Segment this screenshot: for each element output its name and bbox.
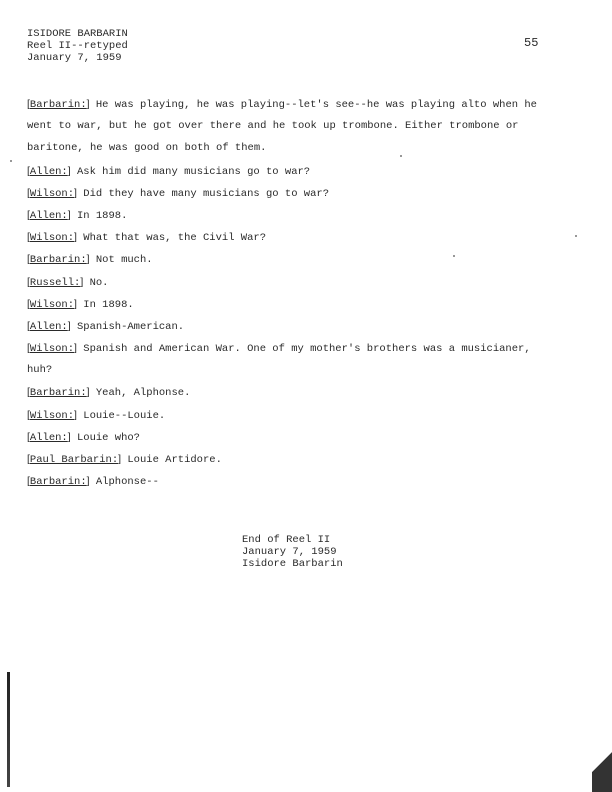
line-text: He was playing, he was playing--let's see--he was playing alto when he bbox=[95, 99, 537, 111]
bracket-open: [ bbox=[27, 408, 30, 421]
transcript-footer bbox=[242, 534, 343, 570]
bracket-open: [ bbox=[27, 231, 30, 244]
bracket-close: ] bbox=[74, 408, 77, 421]
transcript-body bbox=[27, 98, 537, 497]
line-text: Spanish-American. bbox=[76, 320, 185, 333]
transcript-line bbox=[27, 342, 531, 364]
bracket-open: [ bbox=[27, 297, 30, 310]
line-text: Louie who? bbox=[76, 431, 140, 444]
scan-speck bbox=[400, 155, 402, 157]
page-number: 55 bbox=[524, 36, 539, 50]
line-text: Louie Artidore. bbox=[127, 454, 222, 466]
bracket-close: ] bbox=[74, 186, 77, 199]
bracket-open: [ bbox=[27, 430, 30, 443]
transcript-line bbox=[27, 231, 517, 253]
header-date: January 7, 1959 bbox=[27, 52, 122, 64]
speaker-label: Wilson: bbox=[29, 343, 75, 356]
bracket-open: [ bbox=[27, 208, 30, 221]
bracket-close: ] bbox=[80, 275, 84, 288]
bracket-close: ] bbox=[118, 453, 122, 465]
bracket-close: ] bbox=[67, 208, 71, 221]
scan-speck bbox=[10, 160, 12, 162]
footer-date: January 7, 1959 bbox=[242, 546, 337, 558]
bracket-close: ] bbox=[67, 164, 71, 177]
transcript-line bbox=[27, 320, 517, 342]
transcript-line bbox=[27, 298, 517, 320]
transcript-line bbox=[27, 409, 517, 431]
transcript-line bbox=[27, 165, 517, 187]
scan-corner-mark bbox=[592, 745, 612, 792]
bracket-open: [ bbox=[27, 186, 30, 199]
line-text: Did they have many musicians go to war? bbox=[83, 187, 330, 200]
line-text: Louie--Louie. bbox=[83, 409, 166, 422]
transcript-line bbox=[27, 475, 517, 497]
line-text: baritone, he was good on both of them. bbox=[27, 142, 267, 155]
header-name: ISIDORE BARBARIN bbox=[27, 28, 128, 40]
transcript-line bbox=[27, 142, 517, 164]
transcript-line bbox=[27, 276, 517, 298]
speaker-label: Paul Barbarin: bbox=[29, 454, 119, 466]
bracket-open: [ bbox=[27, 275, 30, 288]
transcript-line bbox=[27, 120, 517, 142]
bracket-open: [ bbox=[27, 386, 30, 399]
line-text: Yeah, Alphonse. bbox=[95, 387, 191, 400]
transcript-line bbox=[27, 209, 517, 231]
line-text: In 1898. bbox=[83, 298, 134, 311]
speaker-label: Allen: bbox=[29, 431, 68, 444]
line-text: In 1898. bbox=[76, 209, 128, 222]
scan-speck bbox=[575, 235, 577, 237]
speaker-label: Barbarin: bbox=[29, 254, 87, 267]
footer-end-of-reel: End of Reel II bbox=[242, 534, 331, 546]
bracket-close: ] bbox=[86, 386, 90, 399]
speaker-label: Barbarin: bbox=[29, 476, 87, 489]
line-text: No. bbox=[89, 276, 109, 289]
scan-speck bbox=[453, 255, 455, 257]
bracket-open: [ bbox=[27, 319, 30, 332]
bracket-open: [ bbox=[27, 98, 30, 110]
line-text: Not much. bbox=[95, 254, 153, 267]
bracket-open: [ bbox=[27, 164, 30, 177]
speaker-label: Allen: bbox=[29, 320, 68, 333]
bracket-close: ] bbox=[74, 342, 77, 355]
line-text: went to war, but he got over there and he took up trombone. Either trombone or bbox=[27, 120, 519, 133]
speaker-label: Wilson: bbox=[29, 409, 75, 422]
bracket-close: ] bbox=[86, 98, 90, 110]
transcript-line bbox=[27, 431, 517, 453]
transcript-line bbox=[27, 453, 517, 475]
transcript-header bbox=[27, 28, 128, 64]
speaker-label: Wilson: bbox=[29, 232, 75, 245]
bracket-close: ] bbox=[86, 253, 90, 266]
bracket-close: ] bbox=[74, 231, 77, 244]
speaker-label: Barbarin: bbox=[29, 99, 87, 111]
bracket-open: [ bbox=[27, 342, 30, 355]
speaker-label: Russell: bbox=[29, 276, 81, 289]
transcript-line bbox=[27, 98, 537, 120]
bracket-open: [ bbox=[27, 253, 30, 266]
bracket-close: ] bbox=[74, 297, 77, 310]
speaker-label: Allen: bbox=[29, 165, 68, 178]
line-text: huh? bbox=[27, 364, 53, 377]
bracket-close: ] bbox=[67, 430, 71, 443]
bracket-close: ] bbox=[67, 319, 71, 332]
speaker-label: Allen: bbox=[29, 209, 68, 222]
line-text: Ask him did many musicians go to war? bbox=[76, 165, 311, 178]
speaker-label: Wilson: bbox=[29, 298, 75, 311]
bracket-open: [ bbox=[27, 475, 30, 488]
line-text: Alphonse-- bbox=[95, 476, 159, 489]
speaker-label: Wilson: bbox=[29, 187, 75, 200]
scan-edge-mark bbox=[7, 672, 10, 787]
speaker-label: Barbarin: bbox=[29, 387, 87, 400]
line-text: Spanish and American War. One of my mother's brothers was a musicianer, bbox=[83, 343, 531, 356]
transcript-line bbox=[27, 364, 517, 386]
line-text: What that was, the Civil War? bbox=[83, 232, 266, 245]
transcript-line bbox=[27, 386, 517, 408]
header-reel: Reel II--retyped bbox=[27, 40, 128, 52]
footer-name: Isidore Barbarin bbox=[242, 558, 343, 570]
transcript-line bbox=[27, 253, 517, 275]
bracket-open: [ bbox=[27, 453, 30, 465]
transcript-line bbox=[27, 187, 517, 209]
bracket-close: ] bbox=[86, 475, 90, 488]
